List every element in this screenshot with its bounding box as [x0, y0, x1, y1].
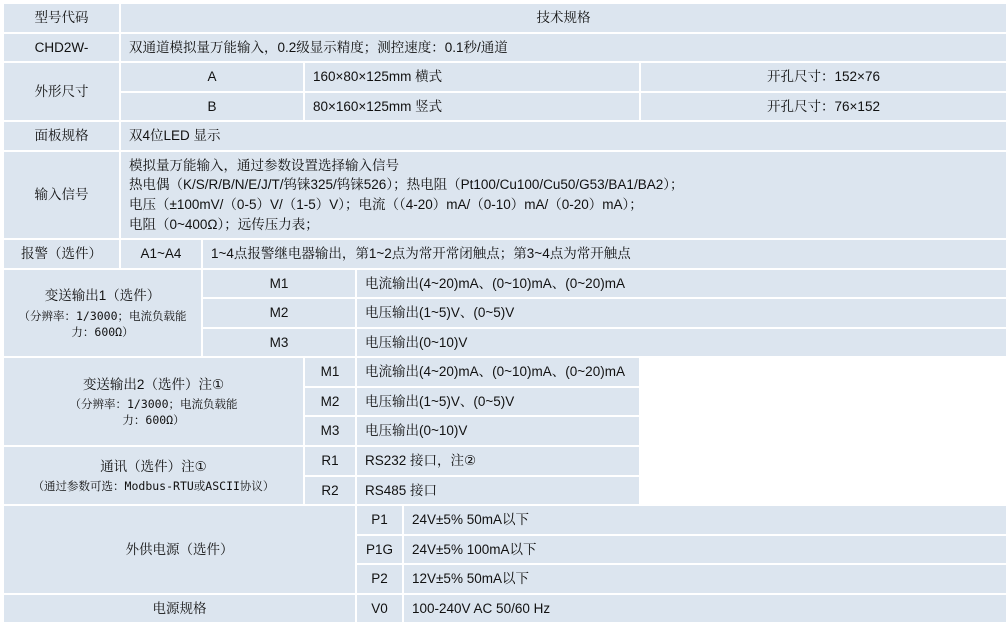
- dimension-label: 外形尺寸: [4, 63, 119, 120]
- table-row: [4, 122, 1006, 150]
- output1-code-m1: M1: [203, 270, 355, 298]
- input-signal-value: [121, 152, 1006, 238]
- input-line-0: 模拟量万能输入，通过参数设置选择输入信号: [129, 157, 399, 173]
- output1-sub1: （分辨率：1/3000；电流负载能: [18, 308, 187, 323]
- comm-desc-r1: RS232 接口，注②: [357, 447, 639, 475]
- output2-desc-m2: 电压输出(1~5)V、(0~5)V: [357, 388, 639, 416]
- output2-sub2: 力：600Ω）: [122, 413, 185, 428]
- table-row: [4, 34, 1006, 62]
- table-header-row: [4, 4, 1006, 32]
- dimension-code-b: B: [121, 93, 303, 121]
- dimension-hole-b: 开孔尺寸：76×152: [641, 93, 1006, 121]
- output2-desc-m1: 电流输出(4~20)mA、(0~10)mA、(0~20)mA: [357, 358, 639, 386]
- dimension-code-a: A: [121, 63, 303, 91]
- panel-label: 面板规格: [4, 122, 119, 150]
- power-supply-desc-p1: 24V±5% 50mA以下: [404, 506, 1006, 534]
- comm-code-r1: R1: [305, 447, 355, 475]
- power-supply-desc-p2: 12V±5% 50mA以下: [404, 565, 1006, 593]
- output1-desc-m1: 电流输出(4~20)mA、(0~10)mA、(0~20)mA: [357, 270, 1006, 298]
- output2-code-m3: M3: [305, 417, 355, 445]
- input-signal-label: 输入信号: [4, 152, 119, 238]
- power-supply-label: 外供电源（选件）: [4, 506, 355, 593]
- table-row: [4, 506, 1006, 534]
- table-row: [4, 358, 1006, 386]
- power-spec-code: V0: [357, 595, 402, 623]
- output1-title: 变送输出1（选件）: [44, 288, 161, 304]
- dimension-desc-a: 160×80×125mm 横式: [305, 63, 639, 91]
- alarm-code: A1~A4: [121, 240, 201, 268]
- power-spec-desc: 100-240V AC 50/60 Hz: [404, 595, 1006, 623]
- table-row: [4, 152, 1006, 238]
- input-line-2: 电压（±100mV/（0-5）V/（1-5）V）；电流（（4-20）mA/（0-10）mA/（0-20）mA）；: [129, 196, 643, 212]
- panel-value: 双4位LED 显示: [121, 122, 1006, 150]
- alarm-desc: 1~4点报警继电器输出，第1~2点为常开常闭触点；第3~4点为常开触点: [203, 240, 1006, 268]
- output1-code-m3: M3: [203, 329, 355, 357]
- output1-code-m2: M2: [203, 299, 355, 327]
- output2-desc-m3: 电压输出(0~10)V: [357, 417, 639, 445]
- output2-sub1: （分辨率：1/3000；电流负载能: [69, 397, 238, 412]
- input-line-1: 热电偶（K/S/R/B/N/E/J/T/钨铼325/钨铼526）；热电阻（Pt100/Cu100/Cu50/G53/BA1/BA2）；: [129, 177, 684, 193]
- model-code-value: CHD2W-: [4, 34, 119, 62]
- table-row: [4, 270, 1006, 298]
- output2-title: 变送输出2（选件）注①: [82, 376, 225, 392]
- comm-desc-r2: RS485 接口: [357, 477, 639, 505]
- output2-label: [4, 358, 303, 445]
- dimension-hole-a: 开孔尺寸：152×76: [641, 63, 1006, 91]
- table-row: [4, 240, 1006, 268]
- spec-sheet: [0, 2, 1006, 616]
- power-supply-code-p1: P1: [357, 506, 402, 534]
- table-row: [4, 93, 1006, 121]
- comm-title: 通讯（选件）注①: [100, 458, 207, 474]
- specification-table: [2, 2, 1008, 624]
- header-tech-spec: 技术规格: [121, 4, 1006, 32]
- power-supply-desc-p1g: 24V±5% 100mA以下: [404, 536, 1006, 564]
- output1-desc-m2: 电压输出(1~5)V、(0~5)V: [357, 299, 1006, 327]
- table-row: [4, 447, 1006, 475]
- output1-desc-m3: 电压输出(0~10)V: [357, 329, 1006, 357]
- output2-code-m1: M1: [305, 358, 355, 386]
- output1-label: [4, 270, 201, 357]
- output1-sub2: 力：600Ω）: [71, 324, 134, 339]
- comm-code-r2: R2: [305, 477, 355, 505]
- output2-code-m2: M2: [305, 388, 355, 416]
- power-supply-code-p2: P2: [357, 565, 402, 593]
- power-supply-code-p1g: P1G: [357, 536, 402, 564]
- power-spec-label: 电源规格: [4, 595, 355, 623]
- table-row: [4, 595, 1006, 623]
- model-desc: 双通道模拟量万能输入，0.2级显示精度；测控速度：0.1秒/通道: [121, 34, 1006, 62]
- header-model-code: 型号代码: [4, 4, 119, 32]
- dimension-desc-b: 80×160×125mm 竖式: [305, 93, 639, 121]
- table-row: [4, 63, 1006, 91]
- input-line-3: 电阻（0~400Ω）；远传压力表；: [129, 216, 319, 232]
- comm-label: [4, 447, 303, 504]
- comm-sub: （通过参数可选：Modbus-RTU或ASCII协议）: [32, 479, 275, 494]
- alarm-label: 报警（选件）: [4, 240, 119, 268]
